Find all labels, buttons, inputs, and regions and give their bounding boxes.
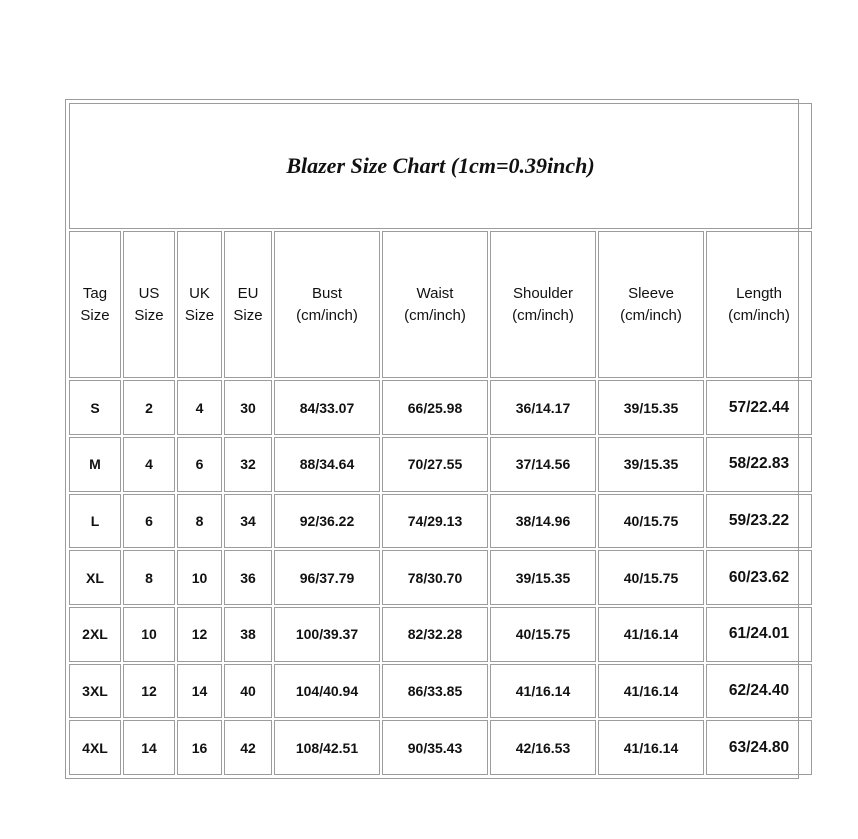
cell-uk-size: 4 xyxy=(177,380,222,435)
table-row xyxy=(69,380,812,435)
cell-eu-size: 40 xyxy=(224,664,272,719)
cell-uk-size: 6 xyxy=(177,437,222,492)
cell-length: 63/24.80 xyxy=(706,720,812,775)
cell-tag-size: 3XL xyxy=(69,664,121,719)
cell-eu-size: 38 xyxy=(224,607,272,662)
cell-waist: 70/27.55 xyxy=(382,437,488,492)
cell-bust: 84/33.07 xyxy=(274,380,380,435)
cell-eu-size: 32 xyxy=(224,437,272,492)
cell-us-size: 4 xyxy=(123,437,175,492)
column-header-us-size: US Size xyxy=(123,231,175,378)
size-chart-table xyxy=(67,101,814,777)
cell-uk-size: 16 xyxy=(177,720,222,775)
column-header-sleeve: Sleeve (cm/inch) xyxy=(598,231,704,378)
cell-tag-size: L xyxy=(69,494,121,549)
table-row xyxy=(69,607,812,662)
cell-bust: 88/34.64 xyxy=(274,437,380,492)
cell-length: 57/22.44 xyxy=(706,380,812,435)
cell-us-size: 2 xyxy=(123,380,175,435)
cell-sleeve: 39/15.35 xyxy=(598,380,704,435)
cell-bust: 100/39.37 xyxy=(274,607,380,662)
cell-bust: 96/37.79 xyxy=(274,550,380,605)
cell-shoulder: 37/14.56 xyxy=(490,437,596,492)
cell-sleeve: 41/16.14 xyxy=(598,607,704,662)
column-header-shoulder: Shoulder (cm/inch) xyxy=(490,231,596,378)
cell-tag-size: M xyxy=(69,437,121,492)
cell-shoulder: 42/16.53 xyxy=(490,720,596,775)
cell-tag-size: XL xyxy=(69,550,121,605)
column-header-uk-size: UK Size xyxy=(177,231,222,378)
cell-us-size: 14 xyxy=(123,720,175,775)
cell-waist: 74/29.13 xyxy=(382,494,488,549)
cell-tag-size: 2XL xyxy=(69,607,121,662)
cell-shoulder: 39/15.35 xyxy=(490,550,596,605)
cell-uk-size: 10 xyxy=(177,550,222,605)
chart-title: Blazer Size Chart (1cm=0.39inch) xyxy=(69,103,812,229)
cell-waist: 66/25.98 xyxy=(382,380,488,435)
cell-tag-size: 4XL xyxy=(69,720,121,775)
size-chart-container xyxy=(65,99,799,779)
cell-uk-size: 14 xyxy=(177,664,222,719)
cell-uk-size: 8 xyxy=(177,494,222,549)
cell-us-size: 10 xyxy=(123,607,175,662)
cell-length: 58/22.83 xyxy=(706,437,812,492)
cell-length: 61/24.01 xyxy=(706,607,812,662)
column-header-bust: Bust (cm/inch) xyxy=(274,231,380,378)
cell-sleeve: 41/16.14 xyxy=(598,664,704,719)
cell-sleeve: 39/15.35 xyxy=(598,437,704,492)
cell-eu-size: 34 xyxy=(224,494,272,549)
cell-waist: 82/32.28 xyxy=(382,607,488,662)
cell-sleeve: 41/16.14 xyxy=(598,720,704,775)
cell-eu-size: 36 xyxy=(224,550,272,605)
cell-sleeve: 40/15.75 xyxy=(598,550,704,605)
column-header-tag-size: Tag Size xyxy=(69,231,121,378)
column-header-waist: Waist (cm/inch) xyxy=(382,231,488,378)
cell-waist: 90/35.43 xyxy=(382,720,488,775)
table-row xyxy=(69,494,812,549)
table-row xyxy=(69,720,812,775)
cell-shoulder: 38/14.96 xyxy=(490,494,596,549)
cell-bust: 92/36.22 xyxy=(274,494,380,549)
table-row xyxy=(69,664,812,719)
cell-bust: 104/40.94 xyxy=(274,664,380,719)
cell-uk-size: 12 xyxy=(177,607,222,662)
cell-eu-size: 42 xyxy=(224,720,272,775)
column-header-eu-size: EU Size xyxy=(224,231,272,378)
cell-tag-size: S xyxy=(69,380,121,435)
table-row xyxy=(69,437,812,492)
cell-length: 59/23.22 xyxy=(706,494,812,549)
cell-us-size: 6 xyxy=(123,494,175,549)
cell-us-size: 8 xyxy=(123,550,175,605)
cell-waist: 86/33.85 xyxy=(382,664,488,719)
cell-shoulder: 41/16.14 xyxy=(490,664,596,719)
cell-shoulder: 36/14.17 xyxy=(490,380,596,435)
cell-sleeve: 40/15.75 xyxy=(598,494,704,549)
cell-length: 62/24.40 xyxy=(706,664,812,719)
table-row xyxy=(69,550,812,605)
cell-length: 60/23.62 xyxy=(706,550,812,605)
column-header-length: Length (cm/inch) xyxy=(706,231,812,378)
cell-waist: 78/30.70 xyxy=(382,550,488,605)
cell-us-size: 12 xyxy=(123,664,175,719)
cell-bust: 108/42.51 xyxy=(274,720,380,775)
cell-eu-size: 30 xyxy=(224,380,272,435)
cell-shoulder: 40/15.75 xyxy=(490,607,596,662)
